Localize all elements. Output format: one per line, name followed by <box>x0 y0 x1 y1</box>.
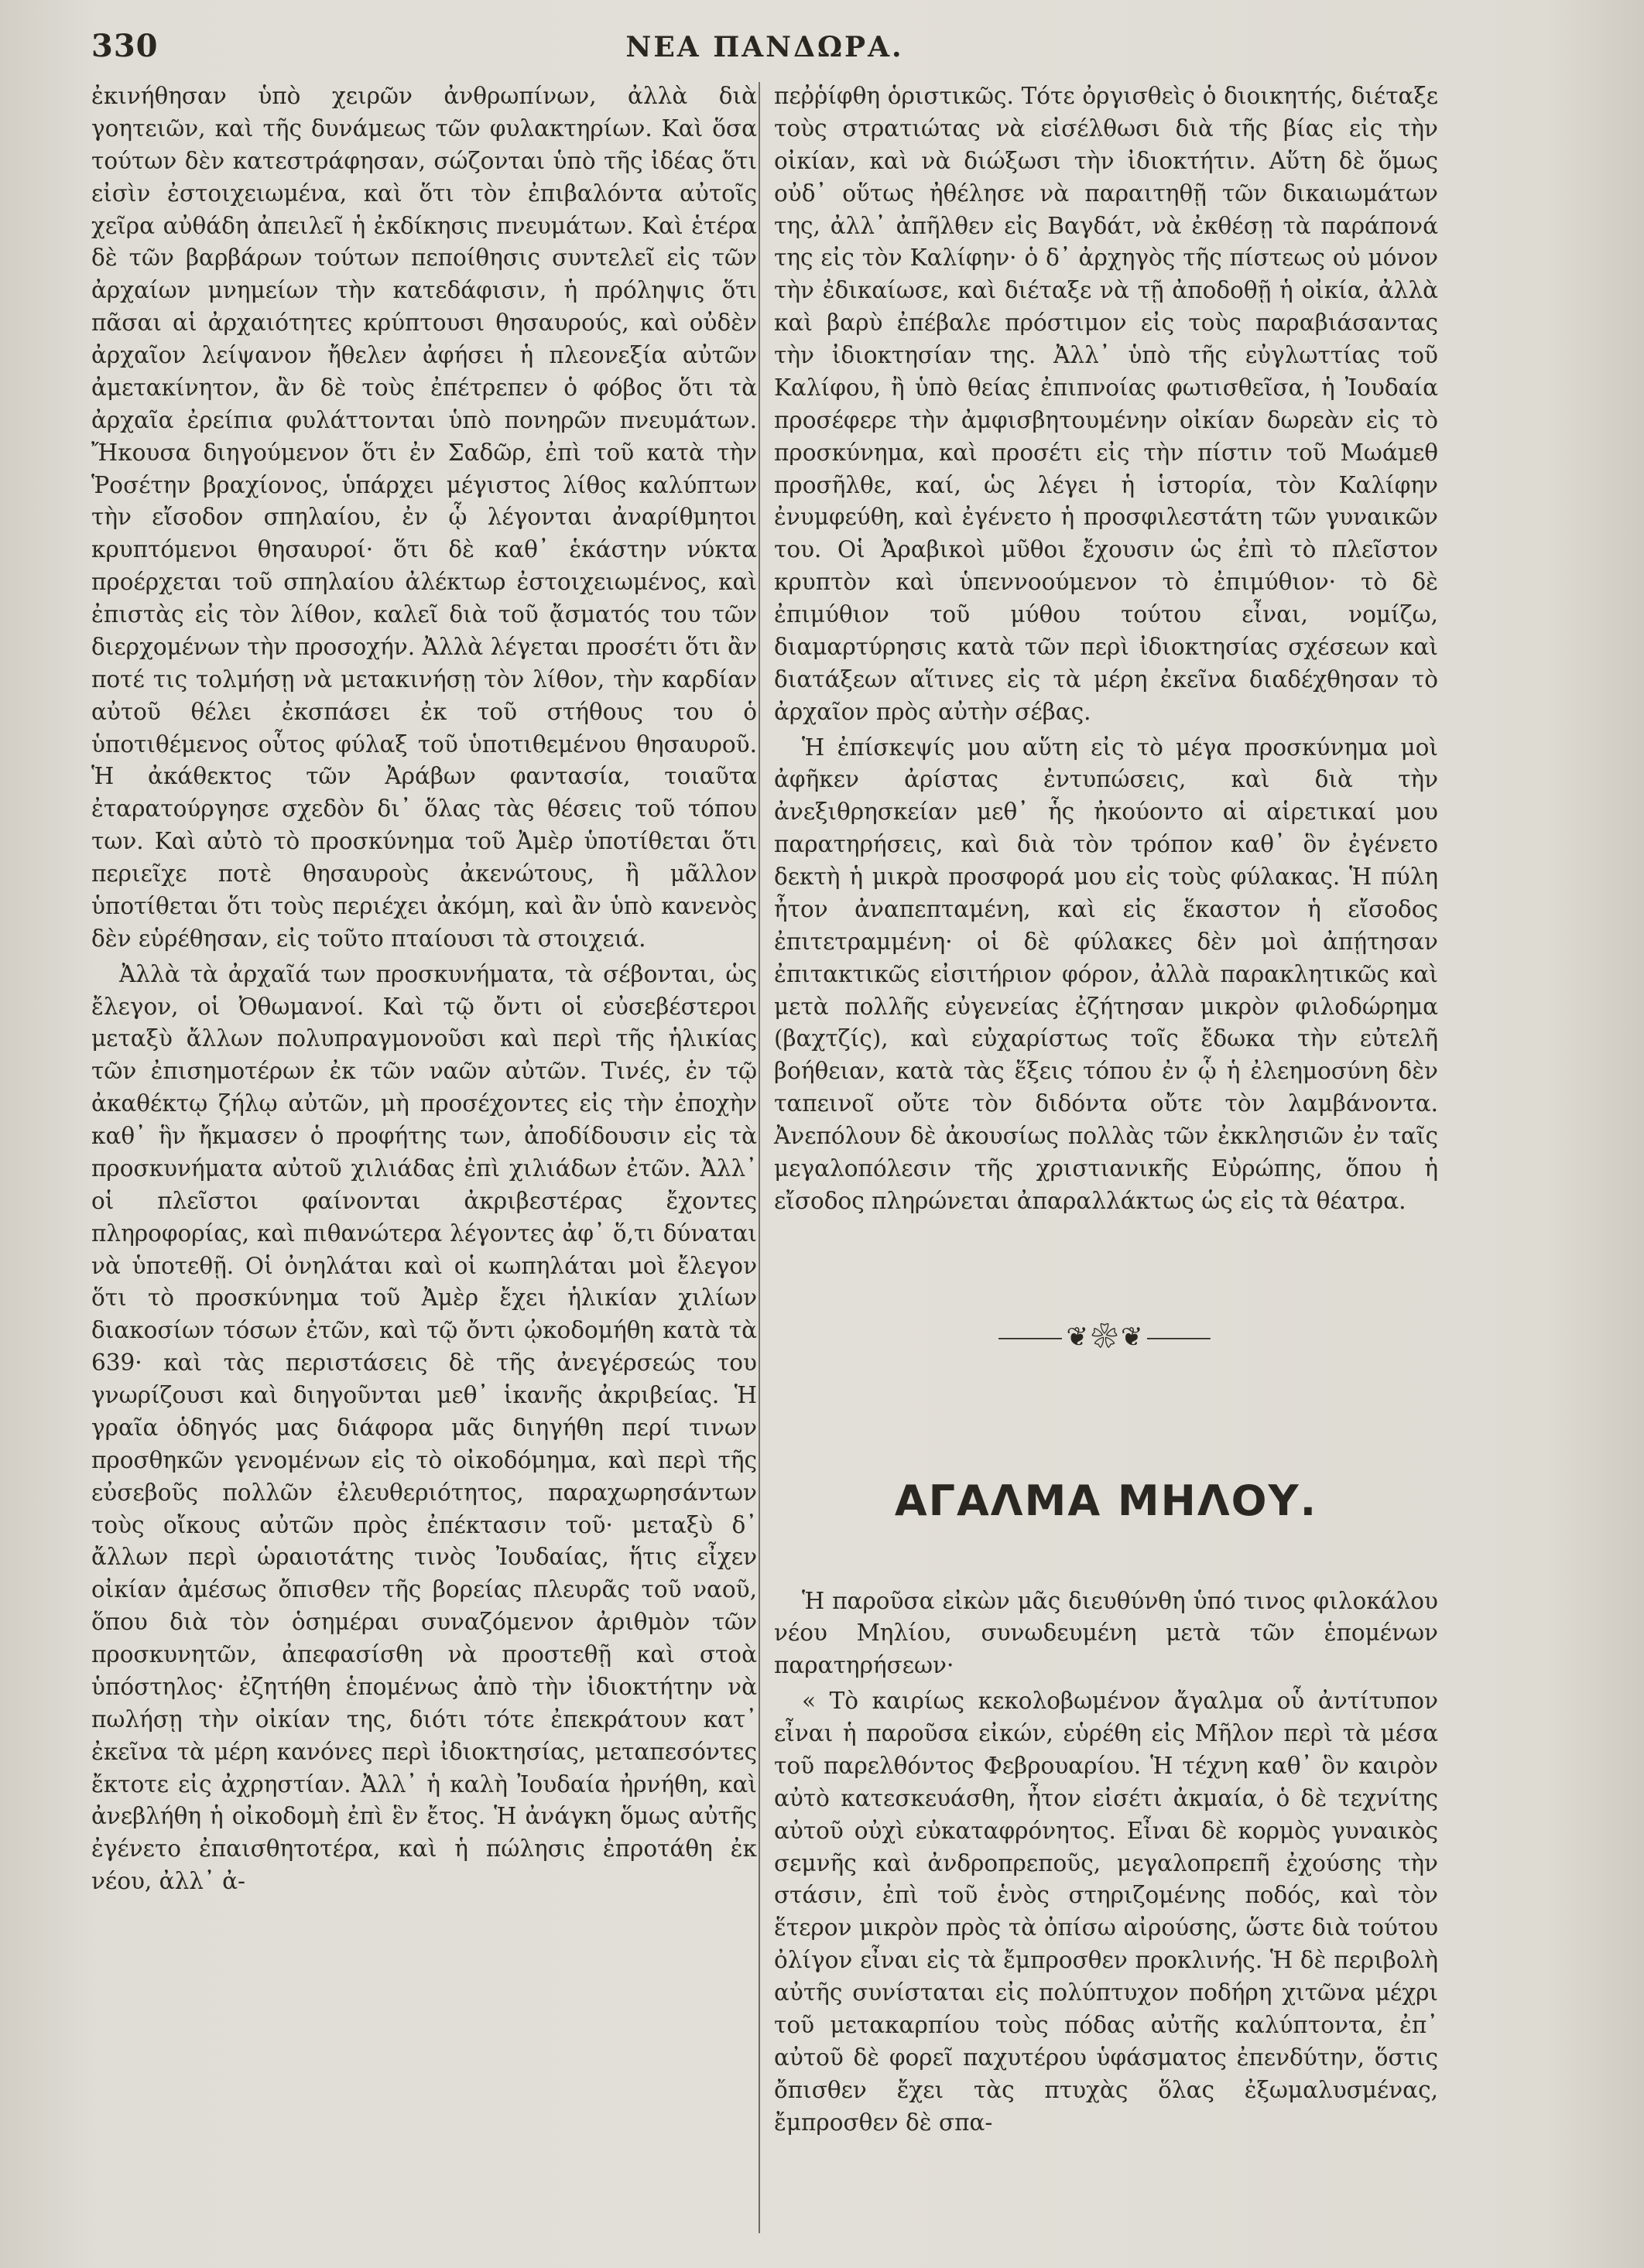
running-title: ΝΕΑ ΠΑΝΔΩΡΑ. <box>625 31 904 63</box>
right-paragraph-2: Ἡ ἐπίσκεψίς μου αὕτη εἰς τὸ μέγα προσκύνημα μοὶ ἀφῆκεν ἀρίστας ἐντυπώσεις, καὶ διὰ τὴν ἀνεξιθρησκείαν μεθ᾽ ἧς ἠκούοντο αἱ αἱρετικαί μου παρατηρήσεις, καὶ διὰ τὸν τρόπον καθ᾽ ὃν ἐγένετο δεκτὴ ἡ μικρὰ προσφορά μου εἰς τοὺς φύλακας. Ἡ πύλη ἦτον ἀναπεπταμένη, καὶ εἰς ἕκαστον ἡ εἴσοδος ἐπιτετραμμένη· οἱ δὲ φύλακες δὲν μοὶ ἀπῄτησαν ἐπιτακτικῶς εἰσιτήριον φόρον, ἀλλὰ παρακλητικῶς καὶ μετὰ πολλῆς εὐγενείας ἐζήτησαν μικρὸν φιλοδώρημα (βαχτζίς), καὶ εὐχαρίστως τοῖς ἔδωκα τὴν εὐτελῆ βοήθειαν, κατὰ τὰς ἕξεις τόπου ἐν ᾧ ἡ ἐλεημοσύνη δὲν ταπεινοῖ οὔτε τὸν διδόντα οὔτε τὸν λαμβάνοντα. Ἀνεπόλουν δὲ ἀκουσίως πολλὰς τῶν ἐκκλησιῶν ἐν ταῖς μεγαλοπόλεσιν τῆς χριστιανικῆς Εὐρώπης, ὅπου ἡ εἴσοδος πληρώνεται ἀπαραλλάκτως ὡς εἰς τὰ θέατρα. <box>774 734 1438 1214</box>
ornament-divider: ⸻❦❀❦⸻ <box>997 1321 1215 1353</box>
page-header <box>91 23 1438 70</box>
left-paragraph-2: Ἀλλὰ τὰ ἀρχαῖά των προσκυνήματα, τὰ σέβονται, ὡς ἔλεγον, οἱ Ὀθωμανοί. Καὶ τῷ ὄντι οἱ εὐσεβέστεροι μεταξὺ ἄλλων πολυπραγμονοῦσι καὶ περὶ τῆς ἡλικίας τῶν ἐπισημοτέρων ἐκ τῶν ναῶν αὐτῶν. Τινές, ἐν τῷ ἀκαθέκτῳ ζήλῳ αὐτῶν, μὴ προσέχοντες εἰς τὴν ἐποχὴν καθ᾽ ἣν ἤκμασεν ὁ προφήτης των, ἀποδίδουσιν εἰς τὰ προσκυνήματα αὐτοῦ χιλιάδας ἐπὶ χιλιάδων ἐτῶν. Ἀλλ᾽ οἱ πλεῖστοι φαίνονται ἀκριβεστέρας ἔχοντες πληροφορίας, καὶ πιθανώτερα λέγοντες ἀφ᾽ ὅ,τι δύναται νὰ ὑποτεθῇ. Οἱ ὀνηλάται καὶ οἱ κωπηλάται μοὶ ἔλεγον ὅτι τὸ προσκύνημα τοῦ Ἀμὲρ ἔχει ἡλικίαν χιλίων διακοσίων τόσων ἐτῶν, καὶ τῷ ὄντι ᾠκοδομήθη κατὰ τὰ 639· καὶ τὰς περιστάσεις δὲ τῆς ἀνεγέρσεώς του γνωρίζουσι καὶ διηγοῦνται μεθ᾽ ἱκανῆς ἀκριβείας. Ἡ γραῖα ὁδηγός μας διάφορα μᾶς διηγήθη περί τινων προσθηκῶν γενομένων εἰς τὸ οἰκοδόμημα, καὶ περὶ τῆς εὐσεβοῦς πολλῶν ἐλευθεριότητος, παραχωρησάντων τοὺς οἴκους αὐτῶν πρὸς ἐπέκτασιν τοῦ· μεταξὺ δ᾽ ἄλλων περὶ ὡραιοτάτης τινὸς Ἰουδαίας, ἥτις εἶχεν οἰκίαν ἀμέσως ὄπισθεν τῆς βορείας πλευρᾶς τοῦ ναοῦ, ὅπου διὰ τὸν ὁσημέραι συναζόμενον ἀριθμὸν τῶν προσκυνητῶν, ἀπεφασίσθη νὰ προστεθῇ καὶ στοὰ ὑπόστηλος· ἐζητήθη ἑπομένως ἀπὸ τὴν ἰδιοκτήτην νὰ πωλήσῃ τὴν οἰκίαν της, διότι τότε ἐπεκράτουν κατ᾽ ἐκεῖνα τὰ μέρη κανόνες περὶ ἰδιοκτησίας, μεταπεσόντες ἔκτοτε εἰς ἀχρηστίαν. Ἀλλ᾽ ἡ καλὴ Ἰουδαία ἠρνήθη, καὶ ἀνεβλήθη ἡ οἰκοδομὴ ἐπὶ ἓν ἔτος. Ἡ ἀνάγκη ὅμως αὐτῆς ἐγένετο ἐπαισθητοτέρα, καὶ ἡ πώλησις ἐπροτάθη ἐκ νέου, ἀλλ᾽ ἀ- <box>91 960 757 1895</box>
column-divider <box>759 82 760 2233</box>
section-paragraph-1: Ἡ παροῦσα εἰκὼν μᾶς διευθύνθη ὑπό τινος φιλοκάλου νέου Μηλίου, συνωδευμένη μετὰ τῶν ἑπομένων παρατηρήσεων· <box>774 1587 1438 1679</box>
left-column <box>91 80 757 1901</box>
section-paragraph-2: « Τὸ καιρίως κεκολοβωμένον ἄγαλμα οὗ ἀντίτυπον εἶναι ἡ παροῦσα εἰκών, εὑρέθη εἰς Μῆλον περὶ τὰ μέσα τοῦ παρελθόντος Φεβρουαρίου. Ἡ τέχνη καθ᾽ ὃν καιρὸν αὐτὸ κατεσκευάσθη, ἦτον εἰσέτι ἀκμαία, ὁ δὲ τεχνίτης αὐτοῦ οὐχὶ εὐκαταφρόνητος. Εἶναι δὲ κορμὸς γυναικὸς σεμνῆς καὶ ἀνδροπρεποῦς, μεγαλοπρεπῆ ἐχούσης τὴν στάσιν, ἐπὶ τοῦ ἑνὸς στηριζομένης ποδός, καὶ τὸν ἕτερον μικρὸν πρὸς τὰ ὀπίσω αἰρούσης, ὥστε διὰ τούτου ὀλίγον εἶναι εἰς τὰ ἔμπροσθεν προκλινής. Ἡ δὲ περιβολὴ αὐτῆς συνίσταται εἰς πολύπτυχον ποδήρη χιτῶνα μέχρι τοῦ μετακαρπίου τοὺς πόδας αὐτῆς καλύπτοντα, ἐπ᾽ αὐτοῦ δὲ φορεῖ παχυτέρου ὑφάσματος ἐπενδύτην, ὅστις ὄπισθεν ἔχει τὰς πτυχὰς ὅλας ἐξωμαλυσμένας, ἔμπροσθεν δὲ σπα- <box>774 1688 1438 2136</box>
section-title: ΑΓΑΛΜΑ ΜΗΛΟΥ. <box>894 1476 1318 1525</box>
right-column <box>774 80 1438 2142</box>
page-number: 330 <box>91 28 159 64</box>
left-paragraph-1: ἐκινήθησαν ὑπὸ χειρῶν ἀνθρωπίνων, ἀλλὰ διὰ γοητειῶν, καὶ τῆς δυνάμεως τῶν φυλακτηρίων. Καὶ ὅσα τούτων δὲν κατεστράφησαν, σώζονται ὑπὸ τῆς ἰδέας ὅτι εἰσὶν ἐστοιχειωμένα, καὶ ὅτι τὸν ἐπιβαλόντα αὐτοῖς χεῖρα αὐθάδη ἀπειλεῖ ἡ ἐκδίκησις πνευμάτων. Καὶ ἑτέρα δὲ τῶν βαρβάρων τούτων πεποίθησις συντελεῖ εἰς τῶν ἀρχαίων μνημείων τὴν κατεδάφισιν, ἡ πρόληψις ὅτι πᾶσαι αἱ ἀρχαιότητες κρύπτουσι θησαυρούς, καὶ οὐδὲν ἀρχαῖον λείψανον ἤθελεν ἀφήσει ἡ πλεονεξία αὐτῶν ἀμετακίνητον, ἂν δὲ τοὺς ἐπέτρεπεν ὁ φόβος ὅτι τὰ ἀρχαῖα ἐρείπια φυλάττονται ὑπὸ πονηρῶν πνευμάτων. Ἤκουσα διηγούμενον ὅτι ἐν Σαδῶρ, ἐπὶ τοῦ κατὰ τὴν Ῥοσέτην βραχίονος, ὑπάρχει μέγιστος λίθος καλύπτων τὴν εἴσοδον σπηλαίου, ἐν ᾧ λέγονται ἀναρίθμητοι κρυπτόμενοι θησαυροί· ὅτι δὲ καθ᾽ ἑκάστην νύκτα προέρχεται τοῦ σπηλαίου ἀλέκτωρ ἐστοιχειωμένος, καὶ ἐπιστὰς εἰς τὸν λίθον, καλεῖ διὰ τοῦ ᾄσματός του τῶν διερχομένων τὴν προσοχήν. Ἀλλὰ λέγεται προσέτι ὅτι ἂν ποτέ τις τολμήσῃ νὰ μετακινήσῃ τὸν λίθον, τὴν καρδίαν αὐτοῦ θέλει ἐκσπάσει ἐκ τοῦ στήθους του ὁ ὑποτιθέμενος οὗτος φύλαξ τοῦ ὑποτιθεμένου θησαυροῦ. Ἡ ἀκάθεκτος τῶν Ἀράβων φαντασία, τοιαῦτα ἐταρατούργησε σχεδὸν δι᾽ ὅλας τὰς θέσεις τοῦ τόπου των. Καὶ αὐτὸ τὸ προσκύνημα τοῦ Ἀμὲρ ὑποτίθεται ὅτι περιεῖχε ποτὲ θησαυροὺς ἀκενώτους, ἢ μᾶλλον ὑποτίθεται ὅτι τοὺς περιέχει ἀκόμη, καὶ ἂν ὑπὸ κανενὸς δὲν εὑρέθησαν, εἰς τοῦτο πταίουσι τὰ στοιχειά. <box>91 83 757 952</box>
right-paragraph-1: πεῤῥίφθη ὁριστικῶς. Τότε ὀργισθεὶς ὁ διοικητής, διέταξε τοὺς στρατιώτας νὰ εἰσέλθωσι διὰ τῆς βίας εἰς τὴν οἰκίαν, καὶ νὰ διώξωσι τὴν ἰδιοκτήτιν. Αὕτη δὲ ὅμως οὐδ᾽ οὕτως ἠθέλησε νὰ παραιτηθῇ τῶν δικαιωμάτων της, ἀλλ᾽ ἀπῆλθεν εἰς Βαγδάτ, νὰ ἐκθέσῃ τὰ παράπονά της εἰς τὸν Καλίφην· ὁ δ᾽ ἀρχηγὸς τῆς πίστεως οὐ μόνον τὴν ἐδικαίωσε, καὶ διέταξε νὰ τῇ ἀποδοθῇ ἡ οἰκία, ἀλλὰ καὶ βαρὺ ἐπέβαλε πρόστιμον εἰς τοὺς παραβιάσαντας τὴν ἰδιοκτησίαν της. Ἀλλ᾽ ὑπὸ τῆς εὐγλωττίας τοῦ Καλίφου, ἢ ὑπὸ θείας ἐπιπνοίας φωτισθεῖσα, ἡ Ἰουδαία προσέφερε τὴν ἀμφισβητουμένην οἰκίαν δωρεὰν εἰς τὸ προσκύνημα, καὶ προσέτι εἰς τὴν πίστιν τοῦ Μωάμεθ προσῆλθε, καί, ὡς λέγει ἡ ἱστορία, τὸν Καλίφην ἐνυμφεύθη, καὶ ἐγένετο ἡ προσφιλεστάτη τῶν γυναικῶν του. Οἱ Ἀραβικοὶ μῦθοι ἔχουσιν ὡς ἐπὶ τὸ πλεῖστον κρυπτὸν καὶ ὑπεννοούμενον τὸ ἐπιμύθιον· τὸ δὲ ἐπιμύθιον τοῦ μύθου τούτου εἶναι, νομίζω, διαμαρτύρησις κατὰ τῶν περὶ ἰδιοκτησίας σχέσεων καὶ διατάξεων αἵτινες εἰς τὰ μέρη ἐκεῖνα διαδέχθησαν τὸ ἀρχαῖον πρὸς αὐτὴν σέβας. <box>774 83 1438 725</box>
